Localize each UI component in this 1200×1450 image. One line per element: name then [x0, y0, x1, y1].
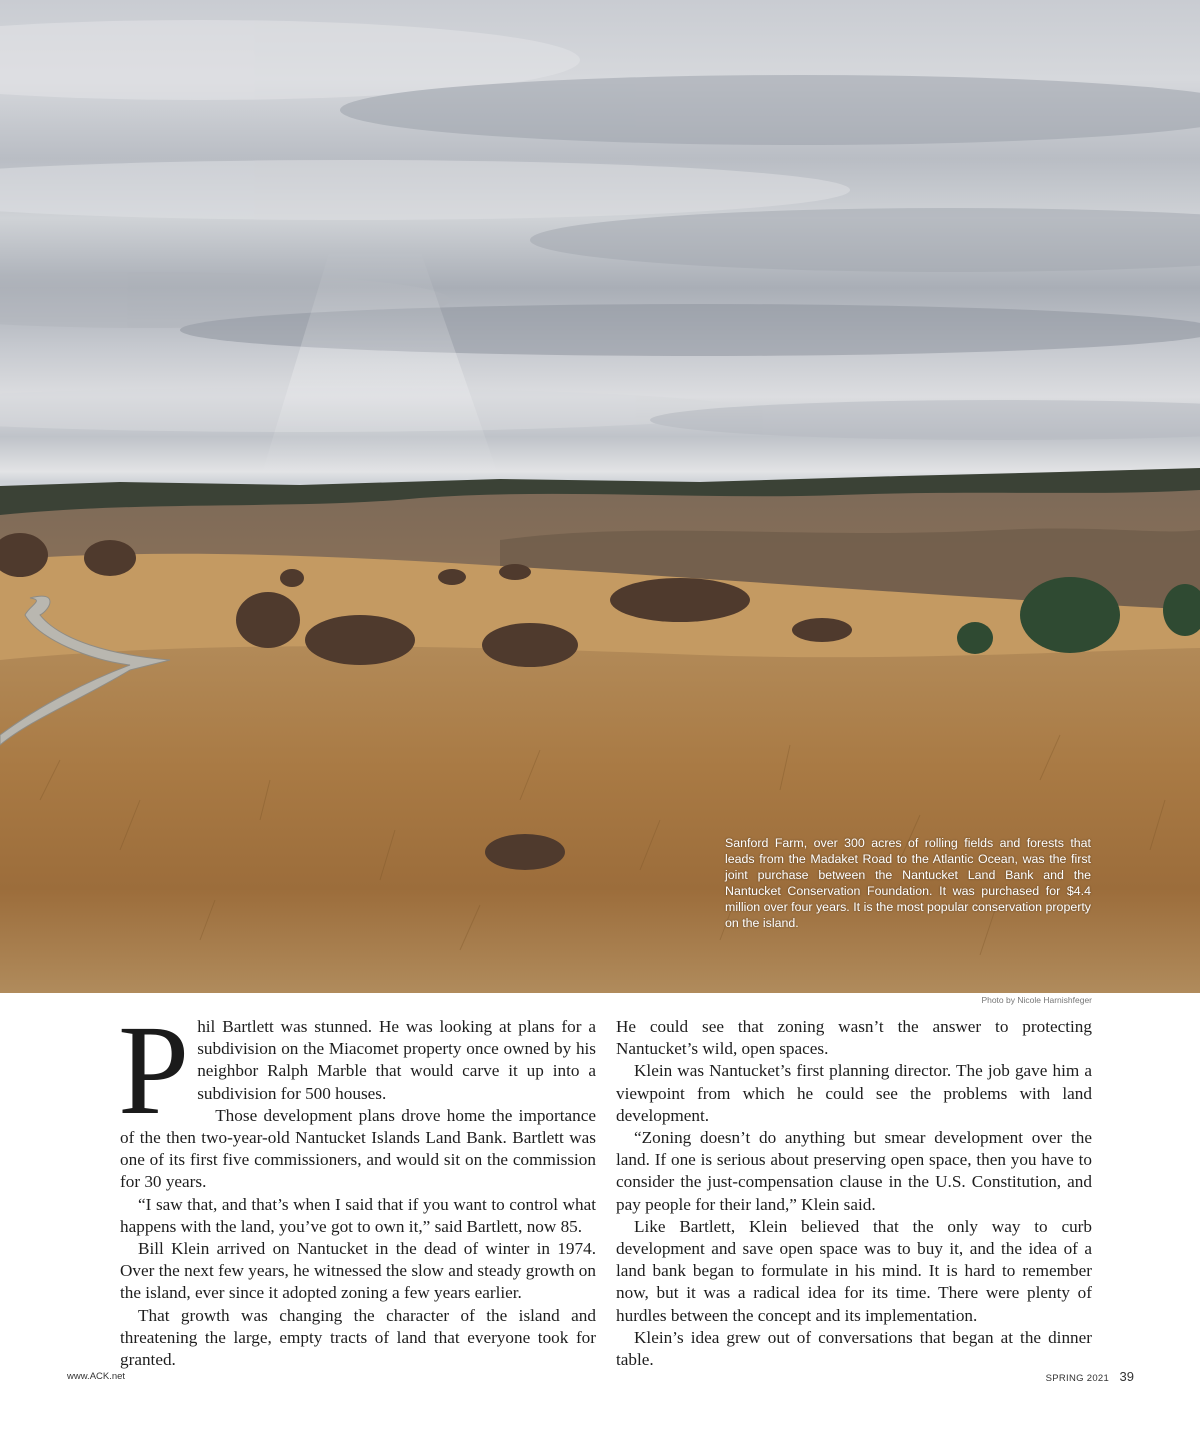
article-paragraph: “Zoning doesn’t do anything but smear development over the land. If one is serious about preserving open space, then you have to consider the just-compensation clause in the U.S. Constitution, and pay people for their land,” Klein said.: [616, 1128, 1092, 1214]
footer-folio: [1046, 1368, 1134, 1386]
article-paragraph: “I saw that, and that’s when I said that if you want to control what happens with the land, you’ve got to own it,” said Bartlett, now 85.: [120, 1194, 596, 1236]
article-paragraph: That growth was changing the character of the island and threatening the large, empty tracts of land that everyone took for granted.: [120, 1305, 596, 1370]
article-paragraph: Those development plans drove home the importance of the then two-year-old Nantucket Islands Land Bank. Bartlett was one of its first five commissioners, and would sit on the commission for 30 years.: [120, 1105, 596, 1192]
photo-credit: Photo by Nicole Harnishfeger: [981, 995, 1092, 1005]
page-number: 39: [1119, 1369, 1134, 1384]
article-paragraph: Klein was Nantucket’s first planning director. The job gave him a viewpoint from which he could see the problems with land development.: [616, 1061, 1092, 1125]
article-left-column: [118, 999, 596, 1371]
footer-website: www.ACK.net: [67, 1371, 126, 1382]
clouds: [0, 20, 1200, 440]
article-paragraph: He could see that zoning wasn’t the answer to protecting Nantucket’s wild, open spaces.: [616, 1017, 1092, 1059]
article-paragraph: Phil Bartlett was stunned. He was looking at plans for a subdivision on the Miacomet property once owned by his neighbor Ralph Marble that would carve it up into a subdivision for 500 houses.: [118, 999, 596, 1141]
article-paragraph: Bill Klein arrived on Nantucket in the dead of winter in 1974. Over the next few years, he witnessed the slow and steady growth on the island, ever since it adopted zoning a few years earlier.: [120, 1239, 596, 1303]
article-paragraph: Like Bartlett, Klein believed that the only way to curb development and save open space was to buy it, and the idea of a land bank began to formulate in his mind. It is hard to remember now, but it was a radical idea for its time. There were plenty of hurdles between the concept and its implementation.: [616, 1216, 1092, 1325]
drop-cap: P: [118, 999, 190, 1141]
photo-caption: Sanford Farm, over 300 acres of rolling fields and forests that leads from the Madaket Road to the Atlantic Ocean, was the first joint purchase between the Nantucket Land Bank and the Nantucket Conservation Foundation. It was purchased for $4.4 million over four years. It is the most popular conservation property on the island.: [725, 836, 1091, 930]
foreground-field: [0, 646, 1200, 993]
article-right-column: [616, 1016, 1092, 1371]
article-paragraph: Klein’s idea grew out of conversations that began at the dinner table.: [616, 1327, 1092, 1370]
issue-label: SPRING 2021: [1045, 1373, 1110, 1384]
